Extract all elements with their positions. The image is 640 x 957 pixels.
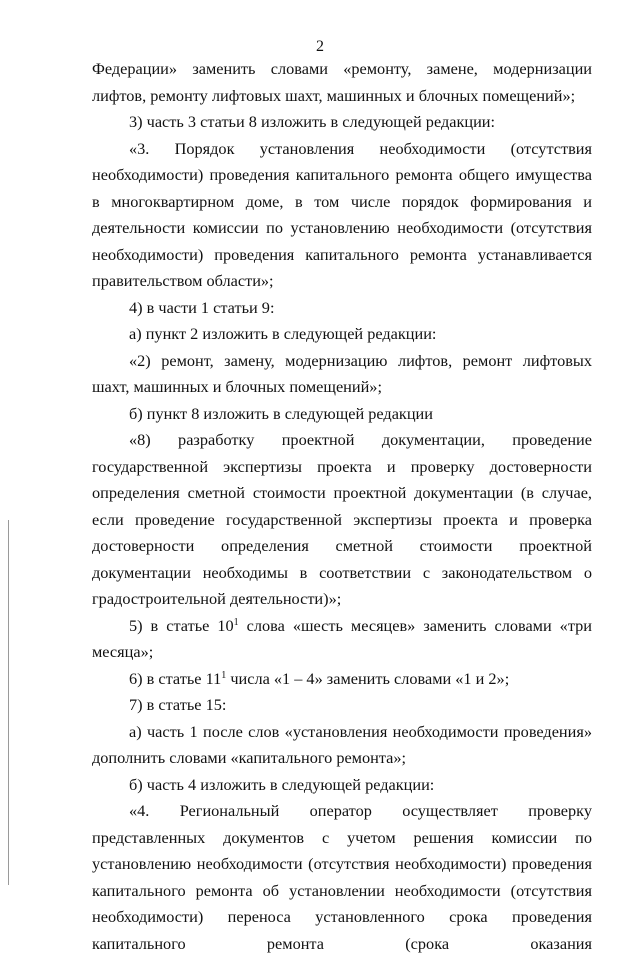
scan-edge-line bbox=[8, 520, 9, 885]
item-6-text-before: 6) в статье 11 bbox=[129, 668, 222, 688]
item-5-text-before: 5) в статье 10 bbox=[129, 615, 234, 635]
paragraph-quote-8: «8) разработку проектной документации, проведение государственной экспертизы проекта и проверку достоверности определения сметной стоимости проектной документации (в случае, если проведение государственной экспертизы проекта и проверка достоверности определения сметной стоимости проектной документации необходимы в соответствии с законодательством о градостроительной деятельности)»; bbox=[92, 430, 592, 608]
document-body bbox=[92, 56, 592, 957]
paragraph-item-7: 7) в статье 15: bbox=[129, 695, 227, 714]
page-number: 2 bbox=[316, 38, 324, 55]
item-5-text-after: слова «шесть месяцев» заменить словами «три месяца»; bbox=[92, 615, 592, 661]
paragraph-item-5 bbox=[92, 613, 592, 666]
item-5-superscript: 1 bbox=[233, 616, 239, 628]
paragraph-item-4b: б) пункт 8 изложить в следующей редакции bbox=[129, 403, 433, 423]
paragraph-item-7a: а) часть 1 после слов «установления необходимости проведения» дополнить словами «капитального ремонта»; bbox=[92, 721, 592, 767]
paragraph-item-3: 3) часть 3 статьи 8 изложить в следующей редакции: bbox=[129, 112, 496, 131]
item-6-text-after: числа «1 – 4» заменить словами «1 и 2»; bbox=[226, 668, 510, 688]
paragraph-continuation: Федерации» заменить словами «ремонту, замене, модернизации лифтов, ремонту лифтовых шахт, машинных и блочных помещений»; bbox=[92, 59, 592, 105]
paragraph-item-6 bbox=[92, 666, 592, 693]
paragraph-quote-2: «2) ремонт, замену, модернизацию лифтов, ремонт лифтовых шахт, машинных и блочных помещений»; bbox=[92, 350, 592, 396]
paragraph-item-7b: б) часть 4 изложить в следующей редакции: bbox=[129, 774, 435, 794]
paragraph-quote-3: «3. Порядок установления необходимости (отсутствия необходимости) проведения капитального ремонта общего имущества в многоквартирном доме, в том числе порядок формирования и деятельности комиссии по установлению необходимости (отсутствия необходимости) проведения капитального ремонта устанавливается правительством области»; bbox=[92, 138, 592, 290]
paragraph-quote-4: «4. Региональный оператор осуществляет проверку представленных документов с учетом решения комиссии по установлению необходимости (отсутствия необходимости) проведения капитального ремонта об установлении необходимости (отсутствия необходимости) переноса установленного срока проведения капитального ремонта (срока оказания bbox=[92, 801, 592, 953]
paragraph-item-4a: а) пункт 2 изложить в следующей редакции: bbox=[129, 324, 437, 343]
paragraph-item-4: 4) в части 1 статьи 9: bbox=[129, 297, 275, 317]
item-6-superscript: 1 bbox=[221, 669, 227, 681]
